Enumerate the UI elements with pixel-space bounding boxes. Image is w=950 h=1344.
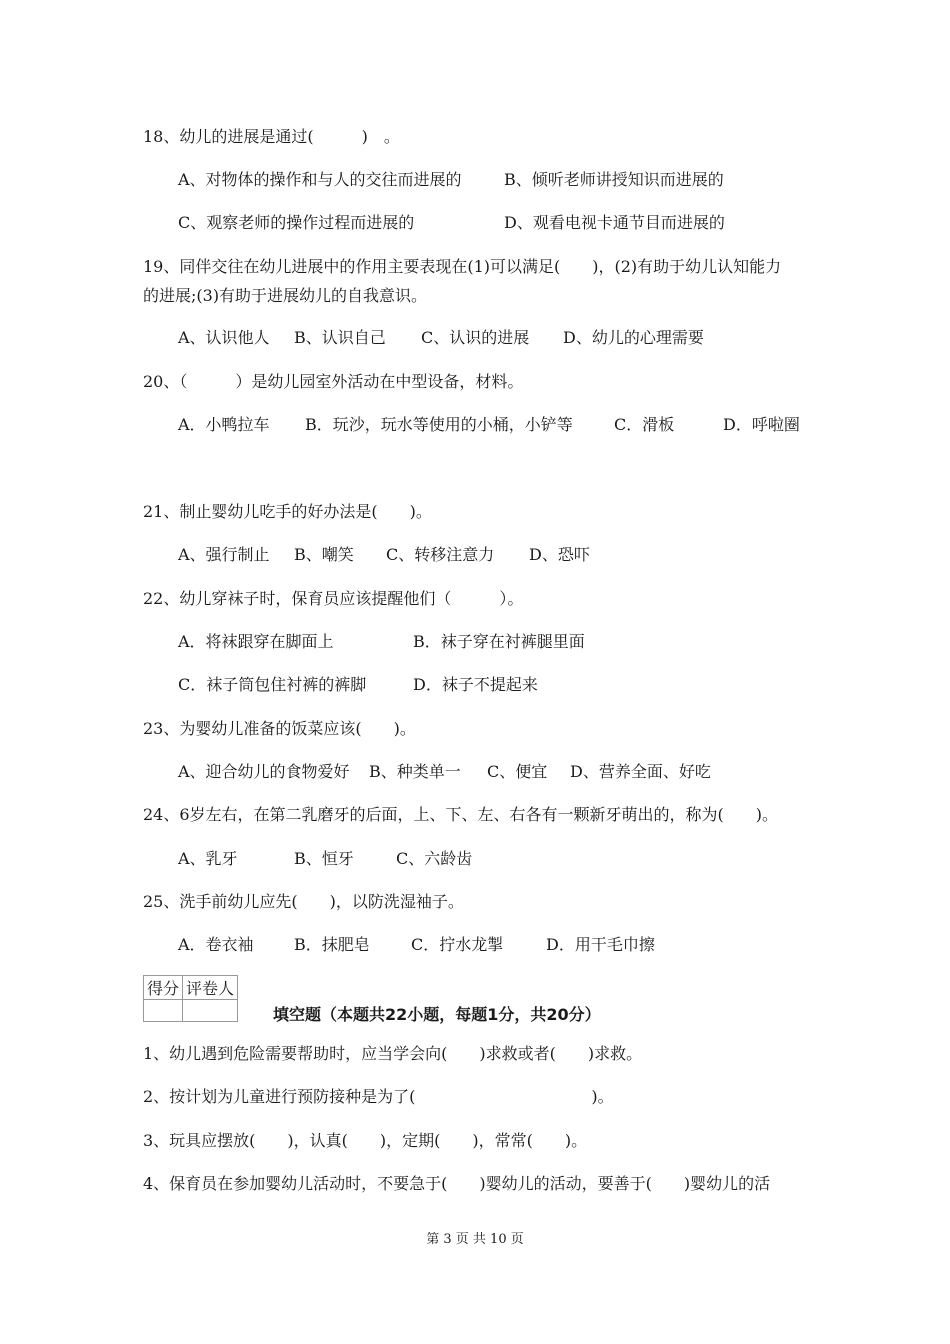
question-22-option-d: D．袜子不提起来 xyxy=(413,675,538,694)
question-24-stem: 24、6岁左右，在第二乳磨牙的后面，上、下、左、右各有一颗新牙萌出的，称为( )。 xyxy=(143,805,779,824)
section-title-fill-blank: 填空题（本题共22小题，每题1分，共20分） xyxy=(273,1005,601,1024)
question-24-option-a: A、乳牙 xyxy=(178,849,238,868)
score-box xyxy=(143,975,238,1022)
question-22-option-b: B．袜子穿在衬裤腿里面 xyxy=(413,632,585,651)
grader-label: 评卷人 xyxy=(183,976,238,1000)
question-25-option-d: D．用干毛巾擦 xyxy=(546,935,655,954)
question-22-stem: 22、幼儿穿袜子时，保育员应该提醒他们（ ）。 xyxy=(143,589,524,608)
question-25-option-c: C．拧水龙掣 xyxy=(411,935,504,954)
question-19-option-a: A、认识他人 xyxy=(178,328,270,347)
question-25-stem: 25、洗手前幼儿应先( )，以防洗湿袖子。 xyxy=(143,892,464,911)
question-18-option-a: A、对物体的操作和与人的交往而进展的 xyxy=(178,170,462,189)
question-21-option-a: A、强行制止 xyxy=(178,545,270,564)
question-21-stem: 21、制止婴幼儿吃手的好办法是( )。 xyxy=(143,502,432,521)
question-20-option-a: A．小鸭拉车 xyxy=(178,415,270,434)
grader-cell xyxy=(183,1000,238,1022)
question-20-stem: 20、（ ）是幼儿园室外活动在中型设备，材料。 xyxy=(143,372,524,391)
score-cell xyxy=(144,1000,183,1022)
question-22-option-c: C．袜子筒包住衬裤的裤脚 xyxy=(178,675,367,694)
question-21-option-d: D、恐吓 xyxy=(529,545,590,564)
fill-question-2: 2、按计划为儿童进行预防接种是为了( )。 xyxy=(143,1087,614,1106)
question-23-option-b: B、种类单一 xyxy=(369,762,461,781)
question-25-option-b: B．抹肥皂 xyxy=(294,935,370,954)
question-18-option-d: D、观看电视卡通节目而进展的 xyxy=(504,213,725,232)
question-23-option-a: A、迎合幼儿的食物爱好 xyxy=(178,762,350,781)
question-23-option-d: D、营养全面、好吃 xyxy=(570,762,711,781)
question-20-option-b: B．玩沙，玩水等使用的小桶，小铲等 xyxy=(305,415,573,434)
question-24-option-b: B、恒牙 xyxy=(294,849,354,868)
question-20-option-c: C．滑板 xyxy=(614,415,675,434)
question-21-option-b: B、嘲笑 xyxy=(294,545,354,564)
fill-question-1: 1、幼儿遇到危险需要帮助时，应当学会向( )求救或者( )求救。 xyxy=(143,1044,643,1063)
question-23-stem: 23、为婴幼儿准备的饭菜应该( )。 xyxy=(143,719,416,738)
question-18-stem: 18、幼儿的进展是通过( ) 。 xyxy=(143,127,400,146)
question-22-option-a: A．将袜跟穿在脚面上 xyxy=(178,632,334,651)
question-18-option-c: C、观察老师的操作过程而进展的 xyxy=(178,213,415,232)
question-18-option-b: B、倾听老师讲授知识而进展的 xyxy=(504,170,724,189)
question-23-option-c: C、便宜 xyxy=(487,762,548,781)
question-19-option-b: B、认识自己 xyxy=(294,328,386,347)
score-label: 得分 xyxy=(144,976,183,1000)
page-footer: 第 3 页 共 10 页 xyxy=(426,1232,524,1247)
question-19-stem-line2: 的进展;(3)有助于进展幼儿的自我意识。 xyxy=(143,286,428,305)
question-19-option-d: D、幼儿的心理需要 xyxy=(563,328,704,347)
question-19-option-c: C、认识的进展 xyxy=(421,328,530,347)
question-21-option-c: C、转移注意力 xyxy=(386,545,495,564)
fill-question-4: 4、保育员在参加婴幼儿活动时，不要急于( )婴幼儿的活动，要善于( )婴幼儿的活 xyxy=(143,1174,771,1193)
question-19-stem-line1: 19、同伴交往在幼儿进展中的作用主要表现在(1)可以满足( )，(2)有助于幼儿认知能力 xyxy=(143,257,782,276)
question-24-option-c: C、六龄齿 xyxy=(396,849,473,868)
question-20-option-d: D．呼啦圈 xyxy=(723,415,800,434)
fill-question-3: 3、玩具应摆放( )，认真( )，定期( )，常常( )。 xyxy=(143,1131,588,1150)
question-25-option-a: A．卷衣袖 xyxy=(178,935,254,954)
